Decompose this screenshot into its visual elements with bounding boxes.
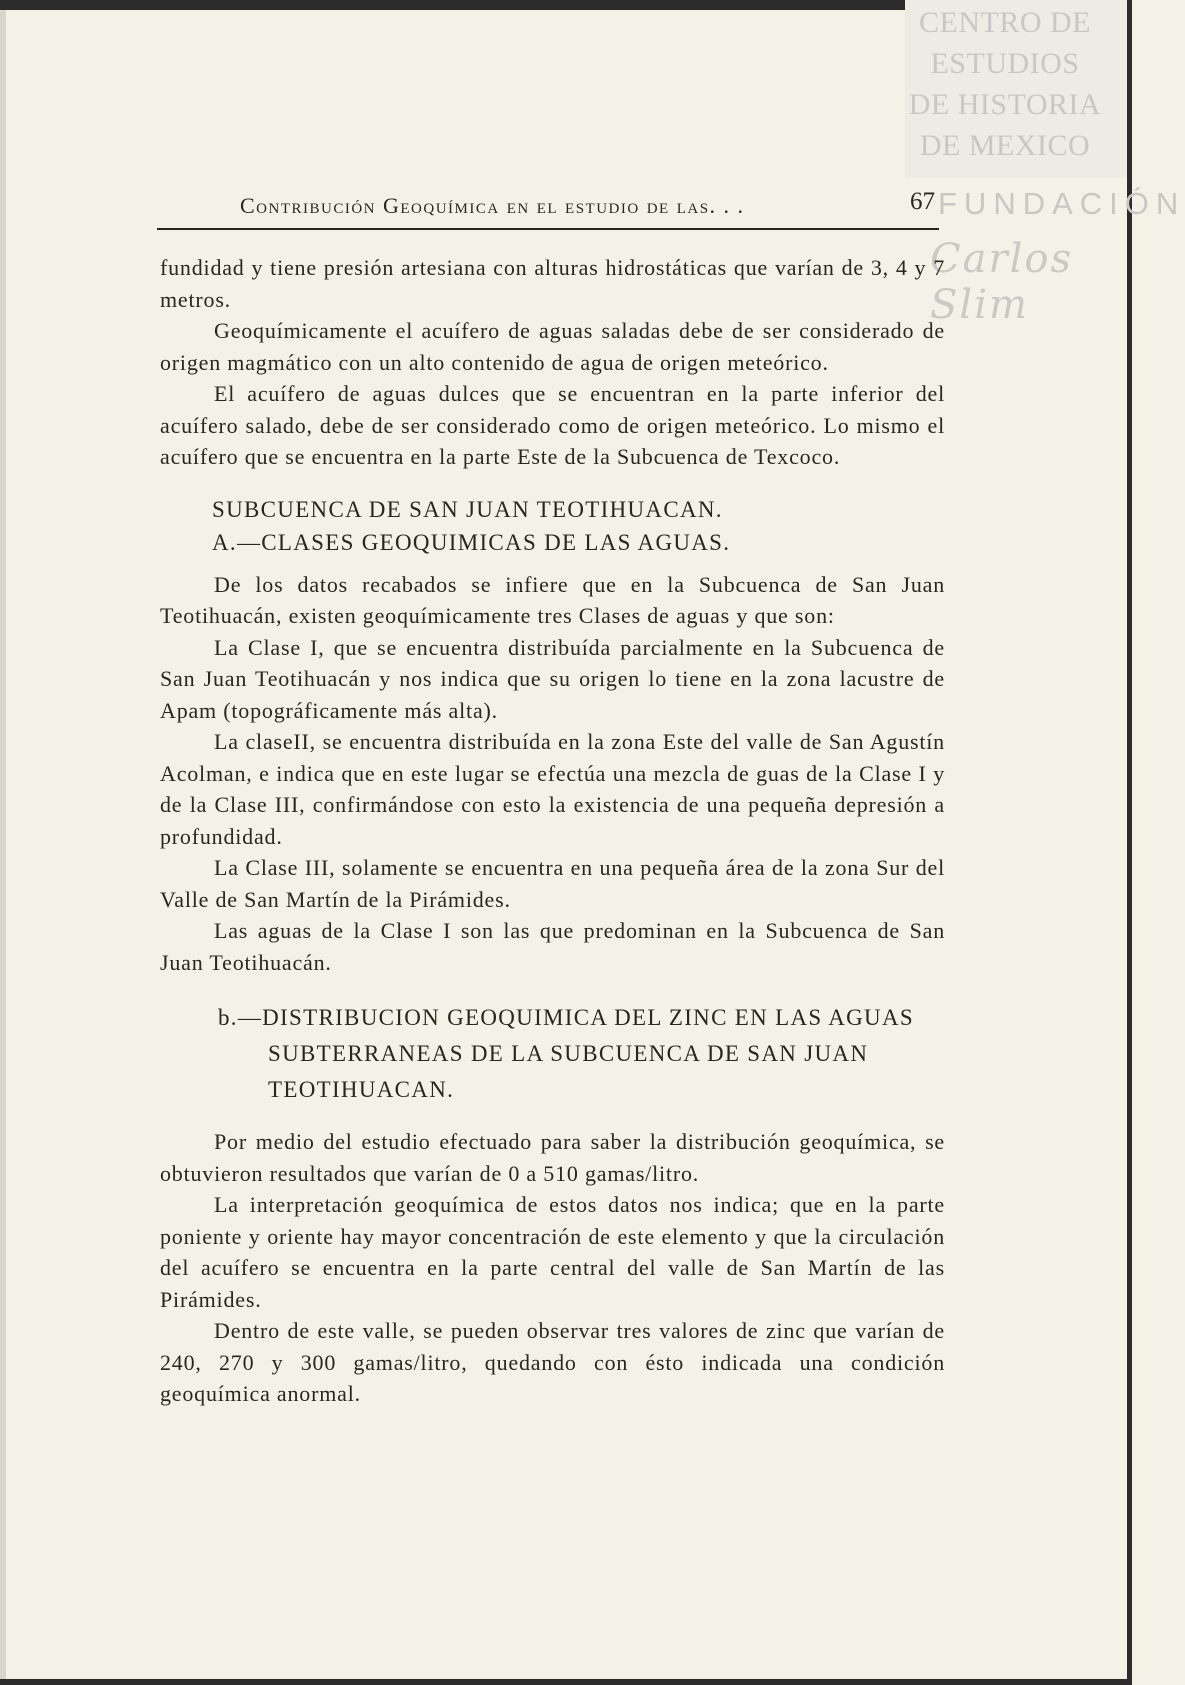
- page-left-edge: [0, 0, 6, 1685]
- header-rule: [157, 228, 939, 230]
- running-header: Contribución Geoquímica en el estudio de las. . .: [240, 193, 745, 218]
- paragraph: El acuífero de aguas dulces que se encuentran en la parte inferior del acuífero salado, debe de ser considerado como de origen meteórico. Lo mismo el acuífero que se encuentra en la parte Este de la Subcuenca de Texcoco.: [160, 381, 945, 469]
- watermark-line: DE MEXICO: [919, 129, 1091, 162]
- watermark-line: ESTUDIOS: [930, 47, 1080, 80]
- scan-bottom-border: [0, 1679, 1132, 1685]
- page-number: 67: [910, 188, 935, 215]
- paragraph: fundidad y tiene presión artesiana con alturas hidrostáticas que varían de 3, 4 y 7 metros.: [160, 255, 945, 312]
- paragraph: Geoquímicamente el acuífero de aguas saladas debe de ser considerado de origen magmático con un alto contenido de agua de origen meteórico.: [160, 318, 945, 375]
- paragraph: La Clase I, que se encuentra distribuída parcialmente en la Subcuenca de San Juan Teotihuacán y nos indica que su origen lo tiene en la zona lacustre de Apam (topográficamente más alta).: [160, 634, 945, 723]
- watermark-line: CENTRO DE: [919, 6, 1091, 39]
- paragraph: Las aguas de la Clase I son las que predominan en la Subcuenca de San Juan Teotihuacán.: [160, 918, 945, 975]
- watermark-signature: Carlos Slim: [930, 236, 1073, 328]
- paragraph: Por medio del estudio efectuado para saber la distribución geoquímica, se obtuvieron resultados que varían de 0 a 510 gamas/litro.: [160, 1129, 945, 1186]
- paragraph: Dentro de este valle, se pueden observar tres valores de zinc que varían de 240, 270 y 300 gamas/litro, quedando con ésto indicada una condición geoquímica anormal.: [160, 1318, 945, 1406]
- watermark-fundacion: FUNDACIÓN: [938, 186, 1185, 221]
- paragraph: La claseII, se encuentra distribuída en la zona Este del valle de San Agustín Acolman, e indica que en este lugar se efectúa una mezcla de guas de la Clase I y de la Clase III, confirmándose con esto la existencia de una pequeña depresión a profundidad.: [160, 729, 945, 849]
- paragraph: La Clase III, solamente se encuentra en una pequeña área de la zona Sur del Valle de San Martín de la Pirámides.: [160, 855, 945, 912]
- paragraph: La interpretación geoquímica de estos datos nos indica; que en la parte poniente y oriente hay mayor concentración de este elemento y que la circulación del acuífero se encuentra en la parte central del valle de San Martín de las Pirámides.: [160, 1192, 945, 1312]
- page-body: [160, 252, 945, 1410]
- subsection-heading: b.—DISTRIBUCION GEOQUIMICA DEL ZINC EN LAS AGUAS SUBTERRANEAS DE LA SUBCUENCA DE SAN JUAN TEOTIHUACAN.: [218, 1005, 914, 1102]
- section-heading: SUBCUENCA DE SAN JUAN TEOTIHUACAN.: [212, 496, 723, 522]
- paragraph: De los datos recabados se infiere que en la Subcuenca de San Juan Teotihuacán, existen geoquímicamente tres Clases de aguas y que son:: [160, 571, 945, 628]
- watermark-institution: [900, 2, 1110, 166]
- subsection-heading: A.—CLASES GEOQUIMICAS DE LAS AGUAS.: [212, 529, 731, 555]
- watermark-line: DE HISTORIA: [908, 88, 1102, 121]
